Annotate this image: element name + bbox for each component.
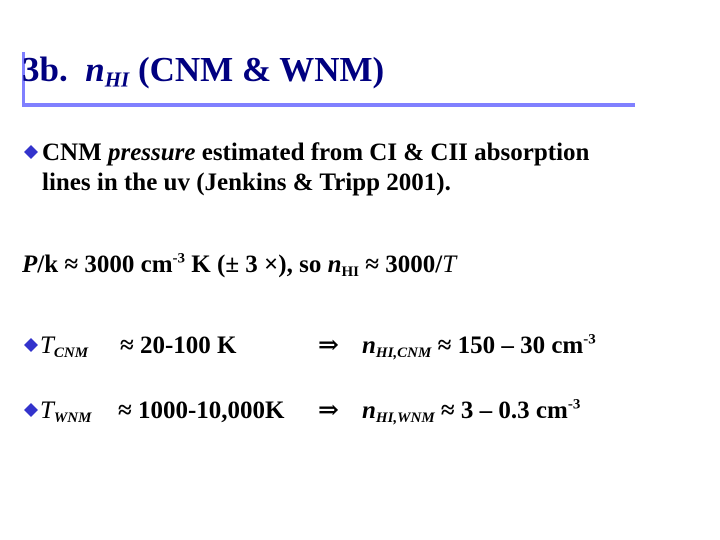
diamond-bullet-icon bbox=[24, 403, 38, 417]
bullet1-rest: estimated from CI & CII absorption bbox=[195, 139, 590, 166]
bullet1-lead: CNM bbox=[42, 139, 102, 166]
bullet1-italic: pressure bbox=[107, 139, 196, 166]
pressure-estimate-line bbox=[22, 250, 457, 280]
cnm-t: T bbox=[40, 332, 54, 359]
cnm-n: n bbox=[362, 332, 376, 359]
pressure-p: P bbox=[22, 251, 38, 278]
cnm-temperature bbox=[40, 332, 89, 361]
wnm-density-exponent: -3 bbox=[567, 396, 581, 413]
pressure-n: n bbox=[327, 251, 342, 278]
bullet-cnm-pressure-line2: lines in the uv (Jenkins & Tripp 2001). bbox=[42, 169, 451, 196]
cnm-density bbox=[362, 331, 596, 361]
wnm-t-subscript: WNM bbox=[53, 409, 92, 426]
diamond-bullet-icon bbox=[24, 338, 38, 352]
cnm-n-subscript: HI,CNM bbox=[375, 344, 432, 361]
cnm-density-value: ≈ 150 – 30 cm bbox=[431, 332, 584, 359]
pressure-slash-k: /k bbox=[37, 251, 59, 278]
wnm-density bbox=[362, 396, 581, 426]
wnm-n-subscript: HI,WNM bbox=[375, 409, 435, 426]
cnm-temperature-range: ≈ 20-100 K bbox=[120, 332, 237, 359]
diamond-bullet-icon bbox=[24, 145, 38, 159]
pressure-k-part: K (± 3 ×), so bbox=[185, 251, 328, 278]
title-rest: (CNM & WNM) bbox=[137, 50, 385, 89]
wnm-density-value: ≈ 3 – 0.3 cm bbox=[434, 397, 568, 424]
wnm-implies-arrow: ⇒ bbox=[318, 397, 339, 424]
wnm-temperature-range: ≈ 1000-10,000K bbox=[118, 397, 285, 424]
cnm-implies-arrow: ⇒ bbox=[318, 332, 339, 359]
wnm-n: n bbox=[362, 397, 376, 424]
pressure-exponent: -3 bbox=[172, 250, 186, 267]
wnm-temperature bbox=[40, 397, 92, 426]
pressure-approx2: ≈ 3000/ bbox=[359, 251, 443, 278]
title-n: n bbox=[85, 50, 105, 89]
pressure-t: T bbox=[442, 251, 457, 278]
title-underline bbox=[22, 103, 635, 107]
wnm-t: T bbox=[40, 397, 54, 424]
bullet-cnm-pressure bbox=[42, 140, 589, 165]
pressure-n-subscript: HI bbox=[341, 263, 360, 280]
pressure-approx: ≈ 3000 cm bbox=[58, 251, 173, 278]
title-subscript: HI bbox=[104, 67, 130, 92]
slide-title bbox=[22, 50, 385, 92]
cnm-t-subscript: CNM bbox=[53, 344, 89, 361]
title-prefix: 3b. bbox=[22, 50, 68, 89]
cnm-density-exponent: -3 bbox=[583, 331, 596, 348]
